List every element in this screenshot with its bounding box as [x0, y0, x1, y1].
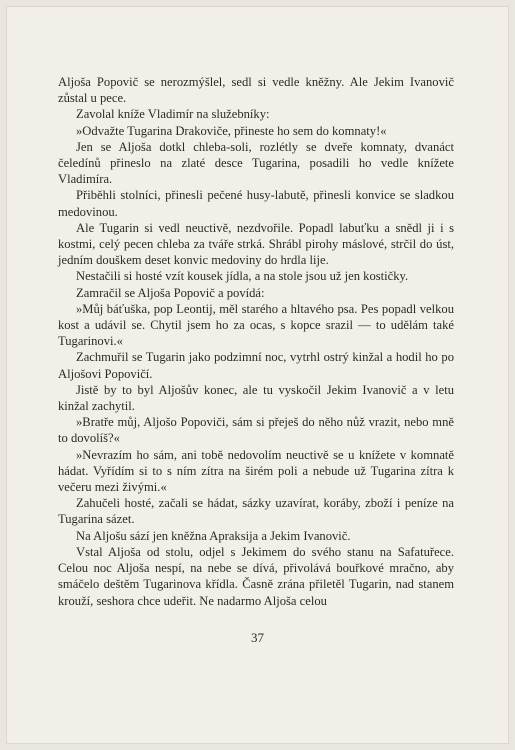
- paragraph: Zavolal kníže Vladimír na služebníky:: [76, 107, 270, 122]
- paragraph: Nestačili si hosté vzít kousek jídla, a na stole jsou už jen kostičky.: [76, 269, 409, 284]
- paragraph: Zahučeli hosté, začali se hádat, sázky uzavírat, koráby, zboží i peníze na Tugarina sázet.: [58, 496, 454, 527]
- paragraph: Jistě by to byl Aljošův konec, ale tu vyskočil Jekim Ivanovič a v letu kinžal zachytil.: [58, 382, 454, 414]
- book-page: [6, 6, 509, 744]
- paragraph: Zamračil se Aljoša Popovič a povídá:: [76, 285, 265, 300]
- paragraph: Přiběhli stolníci, přinesli pečené husy-labutě, přinesli konvice se sladkou medovinou.: [58, 188, 454, 219]
- paragraph: Ale Tugarin si vedl neuctivě, nezdvořile. Popadl labuťku a snědl ji i s kostmi, celý pecen chleba za tváře strká. Shrábl pirohy máslové, strčil do úst, jedním douškem deset konvic medoviny do hrdla lije.: [58, 220, 454, 268]
- paragraph: »Odvažte Tugarina Drakoviče, přineste ho sem do komnaty!«: [76, 123, 387, 138]
- page-number: 37: [251, 630, 264, 645]
- paragraph: Jen se Aljoša dotkl chleba-soli, rozlétly se dveře komnaty, dvanáct čeledínů přineslo na zlaté desce Tugarina, posadili ho vedle knížete Vladimíra.: [58, 139, 454, 187]
- paragraph: Na Aljošu sází jen kněžna Apraksija a Jekim Ivanovič.: [76, 528, 351, 543]
- body-text: [58, 74, 454, 609]
- paragraph: Aljoša Popovič se nerozmýšlel, sedl si vedle kněžny. Ale Jekim Ivanovič zůstal u pece.: [58, 75, 454, 106]
- paragraph: »Bratře můj, Aljošo Popoviči, sám si přeješ do něho nůž vrazit, nebo mně to dovolíš?«: [58, 415, 454, 446]
- paragraph: »Nevrazím ho sám, ani tobě nedovolím neuctivě se u knížete v komnatě hádat. Vyřídím si to s ním zítra na širém poli a nebude už Tugarina zítra k večeru mezi živými.«: [58, 447, 454, 495]
- paragraph: Vstal Aljoša od stolu, odjel s Jekimem do svého stanu na Safatuřece. Celou noc Aljoša nespí, na nebe se dívá, přivolává bouřkové mračno, aby smáčelo deštěm Tugarinova křídla. Časně zrána přiletěl Tugarin, nad stanem krouží, seshora chce udeřit. Ne nadarmo Aljoša celou: [58, 544, 454, 608]
- paragraph: Zachmuřil se Tugarin jako podzimní noc, vytrhl ostrý kinžal a hodil ho po Aljošovi Popovičí.: [58, 350, 454, 381]
- paragraph: »Můj báťuška, pop Leontij, měl starého a hltavého psa. Pes popadl velkou kost a udávil se. Chytil jsem ho za ocas, s kopce srazil — to udělám také Tugarinovi.«: [58, 301, 454, 349]
